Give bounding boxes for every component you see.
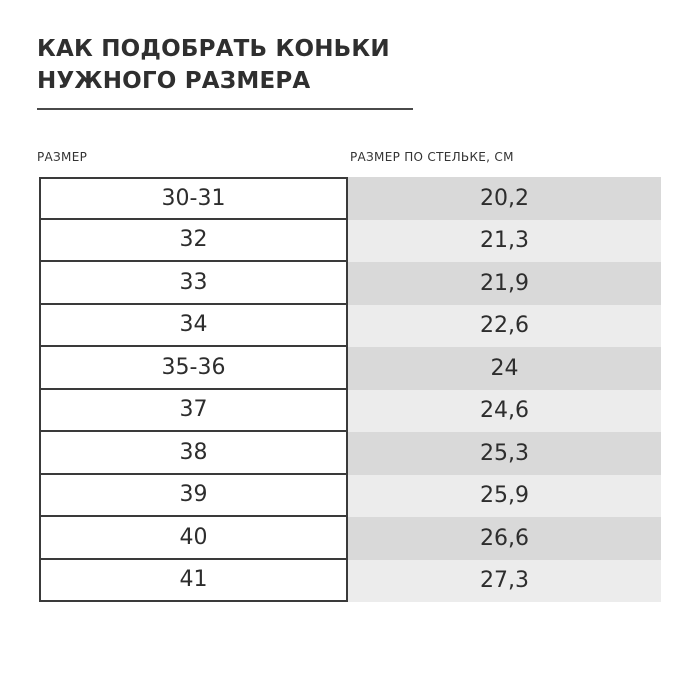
table-row xyxy=(39,262,661,305)
size-table xyxy=(39,177,661,602)
insole-cell: 25,9 xyxy=(348,475,661,518)
size-cell: 41 xyxy=(39,560,348,603)
size-cell: 33 xyxy=(39,262,348,305)
table-row xyxy=(39,517,661,560)
insole-cell: 24 xyxy=(348,347,661,390)
table-row xyxy=(39,305,661,348)
insole-cell: 24,6 xyxy=(348,390,661,433)
column-header-insole: РАЗМЕР ПО СТЕЛЬКЕ, СМ xyxy=(350,150,514,164)
table-row xyxy=(39,475,661,518)
insole-cell: 22,6 xyxy=(348,305,661,348)
page-title-line-2: НУЖНОГО РАЗМЕРА xyxy=(37,68,311,94)
size-cell: 40 xyxy=(39,517,348,560)
table-row xyxy=(39,432,661,475)
table-row xyxy=(39,177,661,220)
title-divider xyxy=(37,108,413,110)
size-cell: 39 xyxy=(39,475,348,518)
insole-cell: 21,9 xyxy=(348,262,661,305)
size-cell: 35-36 xyxy=(39,347,348,390)
insole-cell: 21,3 xyxy=(348,220,661,263)
page-title-line-1: КАК ПОДОБРАТЬ КОНЬКИ xyxy=(37,36,390,62)
size-cell: 32 xyxy=(39,220,348,263)
table-row xyxy=(39,560,661,603)
table-row xyxy=(39,220,661,263)
size-cell: 34 xyxy=(39,305,348,348)
size-cell: 38 xyxy=(39,432,348,475)
insole-cell: 20,2 xyxy=(348,177,661,220)
table-row xyxy=(39,347,661,390)
insole-cell: 27,3 xyxy=(348,560,661,603)
size-cell: 37 xyxy=(39,390,348,433)
size-cell: 30-31 xyxy=(39,177,348,220)
page-title xyxy=(37,33,390,97)
insole-cell: 25,3 xyxy=(348,432,661,475)
insole-cell: 26,6 xyxy=(348,517,661,560)
column-header-size: РАЗМЕР xyxy=(37,150,88,164)
table-row xyxy=(39,390,661,433)
